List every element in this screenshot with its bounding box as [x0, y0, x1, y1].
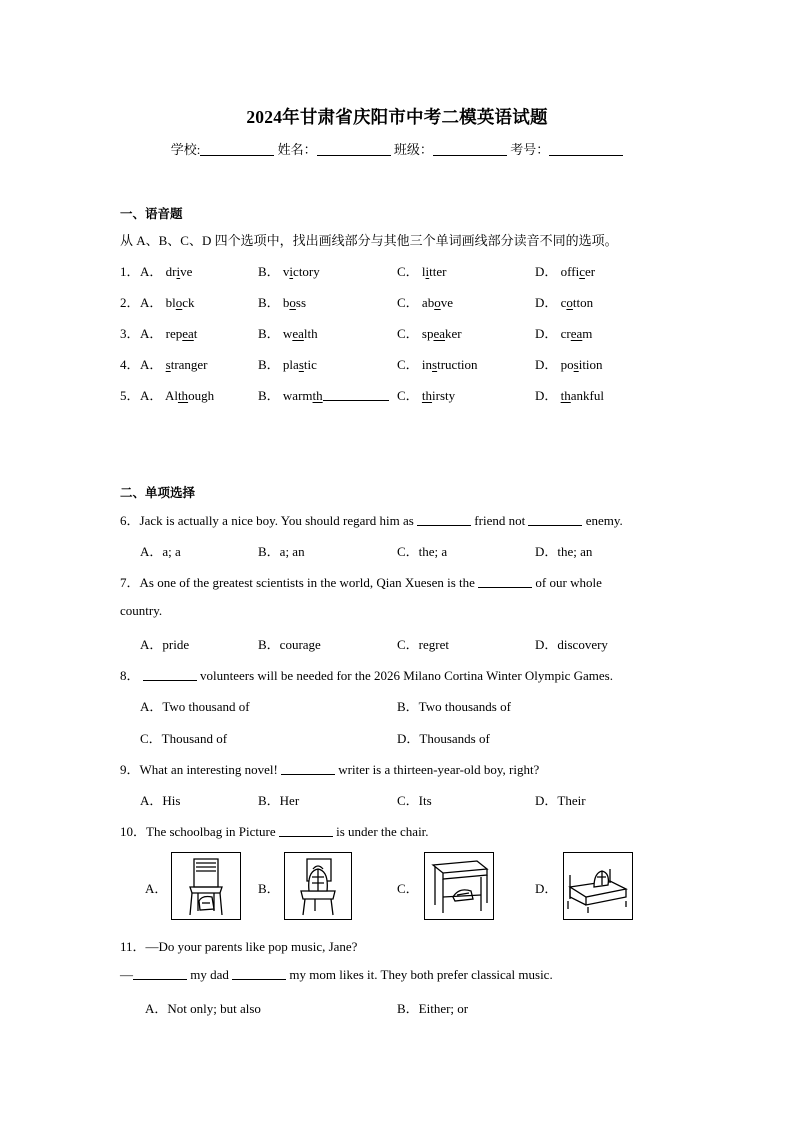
page-title: 2024年甘肃省庆阳市中考二模英语试题 [246, 107, 548, 127]
option-b[interactable] [258, 385, 389, 404]
word-part: v [282, 264, 290, 279]
option-d[interactable]: D． [535, 881, 558, 896]
option-c[interactable]: C．the; a [397, 544, 448, 559]
answer-blank[interactable] [232, 967, 286, 980]
option-a[interactable] [140, 261, 192, 280]
option-d[interactable]: D．Their [535, 793, 586, 808]
option-letter: C． [397, 326, 419, 341]
question-text: volunteers will be needed for the 2026 Milano Cortina Winter Olympic Games. [200, 668, 613, 683]
option-letter: A． [140, 388, 163, 403]
option-a[interactable] [140, 323, 197, 342]
option-b[interactable]: B．courage [258, 637, 321, 652]
question-11 [120, 936, 357, 955]
option-letter: B． [258, 295, 280, 310]
option-letter: D． [535, 295, 558, 310]
option-b[interactable] [258, 261, 320, 280]
underlined-letters: ea [182, 326, 194, 341]
option-letter: C． [397, 388, 419, 403]
word-part: ctory [293, 264, 320, 279]
question-number: 6． [120, 513, 140, 528]
section-1-instruction: 从 A、B、C、D 四个选项中，找出画线部分与其他三个单词画线部分读音不同的选项。 [120, 233, 618, 248]
underlined-letters: th [312, 388, 323, 403]
option-d[interactable]: D．Thousands of [397, 731, 490, 746]
option-c[interactable] [397, 261, 447, 280]
option-d[interactable] [535, 385, 604, 404]
option-letter: A． [140, 326, 163, 341]
word-part: ker [445, 326, 462, 341]
option-d[interactable] [535, 323, 592, 342]
word-part: cr [560, 326, 571, 341]
answer-blank[interactable] [417, 513, 471, 526]
answer-blank[interactable] [281, 762, 335, 775]
underlined-letters: s [298, 357, 304, 372]
student-info-line [0, 139, 794, 158]
option-a[interactable]: A．Not only; but also [145, 1001, 261, 1016]
exam-number-blank[interactable] [549, 142, 623, 156]
word-part: po [560, 357, 574, 372]
option-letter: B． [258, 357, 280, 372]
underlined-letters: th [421, 388, 433, 403]
answer-blank[interactable] [478, 575, 532, 588]
question-number: 3． [120, 326, 140, 341]
underlined-letters: s [573, 357, 579, 372]
question-10 [120, 821, 429, 840]
word-part: t [193, 326, 198, 341]
option-letter: D． [535, 357, 558, 372]
underlined-letters: o [175, 295, 183, 310]
option-a[interactable]: A．a; a [140, 544, 181, 559]
option-letter: B． [258, 264, 280, 279]
word-part: ankful [570, 388, 604, 403]
option-b[interactable] [258, 354, 317, 373]
underlined-letters: i [289, 264, 294, 279]
word-part: warm [282, 388, 313, 403]
underlined-letters: i [425, 264, 430, 279]
option-b[interactable] [258, 323, 318, 342]
word-part: bl [165, 295, 176, 310]
underlined-letters: s [432, 357, 438, 372]
word-part: dr [165, 264, 177, 279]
question-number: 4． [120, 357, 140, 372]
option-letter: C． [397, 357, 419, 372]
question-text: —Do your parents like pop music, Jane? [145, 939, 358, 954]
word-part: in [421, 357, 433, 372]
option-letter: B． [258, 388, 280, 403]
word-part: tter [429, 264, 447, 279]
word-part: ab [421, 295, 435, 310]
option-c[interactable] [397, 385, 455, 404]
word-part: ck [182, 295, 195, 310]
word-part: lth [303, 326, 318, 341]
question-text: What an interesting novel! [139, 762, 278, 777]
word-part: ve [440, 295, 453, 310]
name-label: 姓名： [277, 142, 317, 157]
option-a[interactable] [140, 354, 208, 373]
option-d[interactable]: D．discovery [535, 637, 608, 652]
word-part: pla [282, 357, 299, 372]
option-c[interactable]: C．Thousand of [140, 731, 228, 746]
word-part: er [584, 264, 596, 279]
option-b[interactable] [258, 292, 306, 311]
word-part: tton [572, 295, 594, 310]
word-part: ough [188, 388, 215, 403]
underlined-letters: ea [570, 326, 583, 341]
word-part: ve [180, 264, 193, 279]
word-part: tranger [170, 357, 208, 372]
answer-blank[interactable] [133, 967, 187, 980]
question-number: 10． [120, 824, 147, 839]
question-number: 2． [120, 295, 140, 310]
underlined-letters: c [579, 264, 585, 279]
question-text: enemy. [585, 513, 623, 528]
option-letter: D． [535, 264, 558, 279]
option-c[interactable] [397, 354, 478, 373]
underline-trail [323, 388, 389, 401]
question-number: 1． [120, 264, 140, 279]
option-letter: D． [535, 326, 558, 341]
picture-d-bag-on-bed[interactable] [563, 852, 633, 920]
option-letter: A． [140, 295, 163, 310]
underlined-letters: i [176, 264, 181, 279]
underlined-letters: ea [433, 326, 446, 341]
option-b[interactable]: B．Her [258, 793, 300, 808]
option-d[interactable]: D．the; an [535, 544, 593, 559]
question-number: 5． [120, 388, 140, 403]
question-9 [120, 759, 539, 778]
underlined-letters: ea [292, 326, 304, 341]
picture-c-bag-under-table[interactable] [424, 852, 494, 920]
option-c[interactable] [397, 292, 453, 311]
school-blank[interactable] [200, 142, 274, 156]
answer-blank[interactable] [143, 668, 197, 681]
question-number: 8． [120, 668, 140, 683]
class-blank[interactable] [433, 142, 507, 156]
school-label: 学校: [170, 142, 201, 157]
word-part: c [560, 295, 567, 310]
question-text: is under the chair. [336, 824, 429, 839]
option-b[interactable]: B． [258, 881, 280, 896]
option-d[interactable] [535, 354, 603, 373]
section-1-heading: 一、语音题 [120, 207, 183, 221]
answer-blank[interactable] [279, 824, 333, 837]
option-letter: A． [140, 357, 163, 372]
option-c[interactable]: C． [397, 881, 419, 896]
question-7-continued: country. [120, 603, 163, 618]
question-6 [120, 510, 623, 529]
word-part: truction [437, 357, 478, 372]
option-d[interactable] [535, 261, 595, 280]
option-d[interactable] [535, 292, 593, 311]
option-a[interactable] [140, 385, 214, 404]
option-a[interactable]: A．His [140, 793, 181, 808]
question-7 [120, 572, 602, 591]
class-label: 班级： [393, 142, 433, 157]
word-part: m [582, 326, 593, 341]
question-text: writer is a thirteen-year-old boy, right? [338, 762, 540, 777]
question-11-response [120, 967, 553, 983]
exam-number-label: 考号： [510, 142, 550, 157]
option-letter: B． [258, 326, 280, 341]
option-c[interactable] [397, 323, 462, 342]
underlined-letters: th [560, 388, 571, 403]
option-c[interactable]: C．Its [397, 793, 432, 808]
question-text: The schoolbag in Picture [146, 824, 276, 839]
option-b[interactable]: B．Either; or [397, 1001, 469, 1016]
word-part: rep [165, 326, 183, 341]
option-a[interactable] [140, 292, 195, 311]
question-number: 9． [120, 762, 140, 777]
picture-a-chair-bag-under-seat[interactable] [171, 852, 241, 920]
word-part: irsty [432, 388, 456, 403]
name-blank[interactable] [317, 142, 391, 156]
word-part: sp [421, 326, 434, 341]
underlined-letters: o [289, 295, 296, 310]
word-part: ss [295, 295, 307, 310]
question-text: of our whole [535, 575, 602, 590]
question-number: 7． [120, 575, 140, 590]
question-text: my dad [190, 967, 229, 982]
question-number: 11． [120, 939, 146, 954]
underlined-letters: th [177, 388, 189, 403]
underlined-letters: o [566, 295, 573, 310]
option-letter: D． [535, 388, 558, 403]
option-letter: A． [140, 264, 163, 279]
underlined-letters: o [434, 295, 441, 310]
option-letter: C． [397, 264, 419, 279]
option-letter: C． [397, 295, 419, 310]
underlined-letters: s [165, 357, 171, 372]
question-text: my mom likes it. They both prefer classical music. [289, 967, 553, 982]
word-part: l [421, 264, 426, 279]
word-part: offi [560, 264, 580, 279]
word-part: ition [578, 357, 603, 372]
word-part: b [282, 295, 290, 310]
option-a[interactable]: A． [145, 881, 168, 896]
question-8 [120, 665, 613, 684]
option-c[interactable]: C．regret [397, 637, 449, 652]
question-text: friend not [474, 513, 526, 528]
section-2-heading: 二、单项选择 [120, 486, 196, 500]
option-b[interactable]: B．a; an [258, 544, 305, 559]
word-part: Al [164, 388, 178, 403]
option-a[interactable]: A．Two thousand of [140, 699, 250, 714]
word-part: w [282, 326, 293, 341]
word-part: tic [303, 357, 317, 372]
question-text: Jack is actually a nice boy. You should regard him as [139, 513, 414, 528]
option-a[interactable]: A．pride [140, 637, 190, 652]
dash: — [120, 967, 133, 982]
question-text: As one of the greatest scientists in the world, Qian Xuesen is the [139, 575, 475, 590]
picture-b-bag-on-chair[interactable] [284, 852, 352, 920]
answer-blank[interactable] [528, 513, 582, 526]
option-b[interactable]: B．Two thousands of [397, 699, 511, 714]
